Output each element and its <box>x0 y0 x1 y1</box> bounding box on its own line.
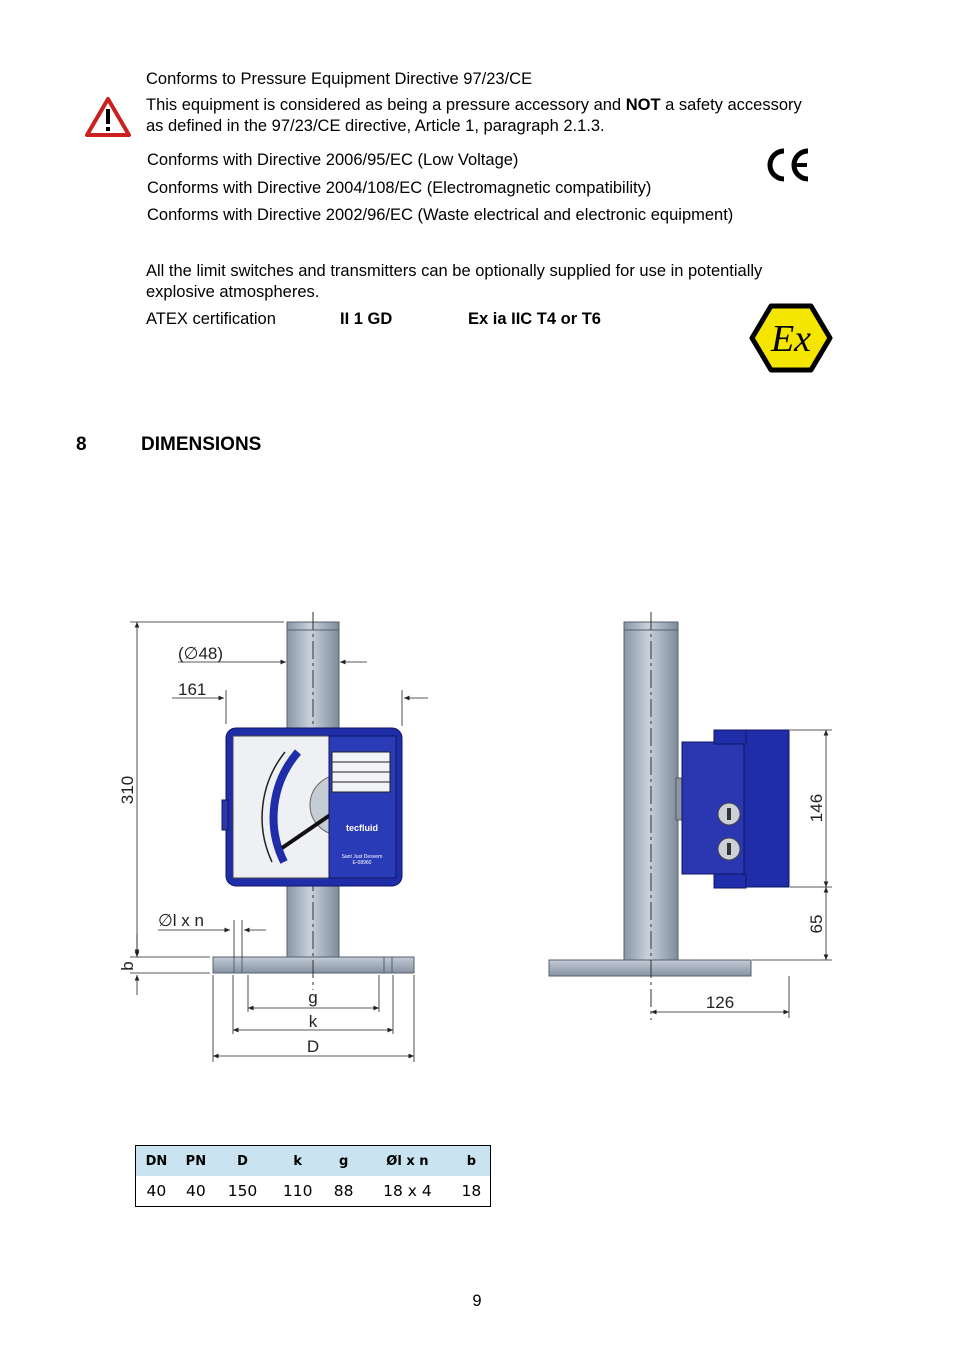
ce-line-1: Conforms with Directive 2006/95/EC (Low Voltage) <box>147 151 519 169</box>
atex-ex-icon <box>749 303 833 373</box>
dim-65: 65 <box>807 914 826 934</box>
accessory-line: This equipment is considered as being a pressure accessory and NOT a safety accessory <box>146 96 802 114</box>
ped-line: Conforms to Pressure Equipment Directive 97/23/CE <box>146 70 533 88</box>
cell-dn: 40 <box>146 1182 167 1200</box>
svg-text:Ex: Ex <box>770 318 812 360</box>
col-D: D <box>215 1146 270 1177</box>
table-row <box>136 1176 491 1207</box>
cell-D: 150 <box>227 1182 258 1200</box>
page-number: 9 <box>472 1292 482 1310</box>
dim-b: b <box>118 961 137 971</box>
cell-g: 88 <box>333 1182 354 1200</box>
dimension-drawing <box>0 600 954 1080</box>
side-flange <box>549 960 751 976</box>
svg-text:Sant Just Desvern: Sant Just Desvern <box>341 854 383 860</box>
cell-lxn: 18 x 4 <box>383 1182 432 1200</box>
svg-text:tecfluid: tecfluid <box>345 823 379 833</box>
col-pn: PN <box>177 1146 215 1177</box>
warning-triangle-icon <box>84 96 132 138</box>
dim-D: D <box>306 1037 320 1056</box>
dimensions-table <box>135 1145 491 1207</box>
dim-310: 310 <box>118 775 137 805</box>
side-view <box>549 612 832 1020</box>
dim-g: g <box>308 988 318 1007</box>
svg-text:E-08960: E-08960 <box>352 860 372 866</box>
col-lxn: Øl x n <box>362 1146 453 1177</box>
atex-intro-1: All the limit switches and transmitters can be optionally supplied for use in potentially <box>146 262 763 280</box>
front-view <box>118 612 428 1062</box>
cell-b: 18 <box>461 1182 482 1200</box>
section-title: DIMENSIONS <box>141 434 262 455</box>
ce-line-3: Conforms with Directive 2002/96/EC (Waste electrical and electronic equipment) <box>147 206 734 224</box>
section-number: 8 <box>76 434 87 455</box>
dim-k: k <box>308 1012 318 1031</box>
accessory-line-2: as defined in the 97/23/CE directive, Article 1, paragraph 2.1.3. <box>146 117 605 135</box>
dim-hole: ∅l x n <box>158 911 204 930</box>
col-dn: DN <box>136 1146 177 1177</box>
dim-126: 126 <box>705 993 735 1012</box>
atex-intro-2: explosive atmospheres. <box>146 283 320 301</box>
col-g: g <box>325 1146 362 1177</box>
atex-label: ATEX certification <box>146 310 276 328</box>
ce-mark-icon <box>764 146 812 184</box>
atex-group: II 1 GD <box>340 310 393 328</box>
cell-k: 110 <box>282 1182 313 1200</box>
atex-protection: Ex ia IIC T4 or T6 <box>468 310 601 328</box>
dim-146: 146 <box>807 793 826 823</box>
dim-dia48: (∅48) <box>178 644 224 663</box>
table-header-row <box>136 1146 491 1177</box>
ce-line-2: Conforms with Directive 2004/108/EC (Electromagnetic compatibility) <box>147 179 652 197</box>
col-b: b <box>453 1146 491 1177</box>
col-k: k <box>270 1146 325 1177</box>
dim-161: 161 <box>178 680 207 699</box>
cell-pn: 40 <box>186 1182 206 1200</box>
